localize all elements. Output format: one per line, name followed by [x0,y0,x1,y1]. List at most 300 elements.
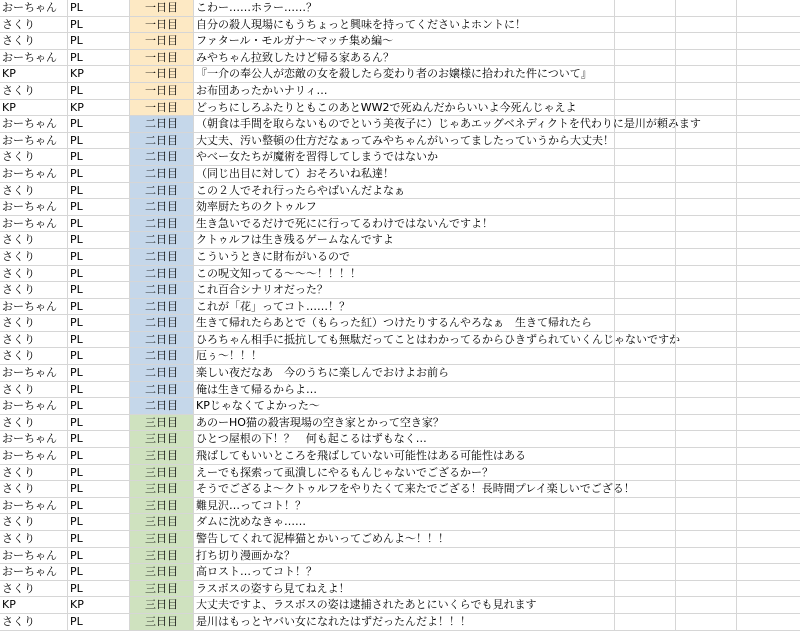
empty-cell[interactable] [737,166,800,182]
day-cell[interactable]: 一日目 [130,17,194,33]
empty-cell[interactable] [615,365,676,381]
role-cell[interactable]: PL [68,266,130,282]
quote-cell[interactable]: そうでござるよ～クトゥルフをやりたくて来たでござる！長時間プレイ楽しいでござる！ [196,482,635,496]
role-cell[interactable]: PL [68,216,130,232]
empty-cell[interactable] [737,514,800,530]
empty-cell[interactable] [615,614,676,630]
table-row [0,531,800,548]
empty-cell[interactable] [615,415,676,431]
empty-cell[interactable] [676,116,737,132]
role-cell[interactable]: PL [68,548,130,564]
table-row [0,332,800,349]
quote-cell[interactable]: ファタール・モルガナ～マッチ集め編～ [194,33,615,49]
empty-cell[interactable] [676,581,737,597]
role-cell[interactable]: PL [68,431,130,447]
empty-cell[interactable] [676,348,737,364]
table-row [0,597,800,614]
day-cell[interactable]: 三日目 [130,581,194,597]
empty-cell[interactable] [615,17,676,33]
table-row [0,448,800,465]
empty-cell[interactable] [676,266,737,282]
role-cell[interactable]: PL [68,116,130,132]
day-cell[interactable]: 二日目 [130,116,194,132]
role-cell[interactable]: PL [68,50,130,66]
speaker-cell[interactable]: さくり [0,531,68,547]
quote-cell[interactable]: 大丈夫、汚い整頓の仕方だなぁってみやちゃんがいってましたっていうから大丈夫！ [196,133,614,147]
role-cell[interactable]: PL [68,564,130,580]
empty-cell[interactable] [615,183,676,199]
role-cell[interactable]: PL [68,299,130,315]
empty-cell[interactable] [615,199,676,215]
table-row [0,149,800,166]
role-cell[interactable]: PL [68,183,130,199]
table-row [0,232,800,249]
empty-cell[interactable] [676,183,737,199]
day-cell[interactable]: 二日目 [130,282,194,298]
speaker-cell[interactable]: おーちゃん [0,50,68,66]
speaker-cell[interactable]: おーちゃん [0,299,68,315]
day-cell[interactable]: 一日目 [130,100,194,116]
empty-cell[interactable] [615,149,676,165]
speaker-cell[interactable]: おーちゃん [0,199,68,215]
quote-cell[interactable]: どっちにしろふたりともこのあとWW2で死ぬんだからいいよ今死んじゃえよ [194,100,615,116]
day-cell[interactable]: 二日目 [130,398,194,414]
quote-cell[interactable]: こわー……ホラー……？ [194,0,615,16]
role-cell[interactable]: PL [68,232,130,248]
day-cell[interactable]: 一日目 [130,0,194,16]
empty-cell[interactable] [676,431,737,447]
day-cell[interactable]: 一日目 [130,66,194,82]
empty-cell[interactable] [737,614,800,630]
empty-cell[interactable] [615,481,676,497]
empty-cell[interactable] [615,465,676,481]
empty-cell[interactable] [676,232,737,248]
quote-cell[interactable]: ひとつ屋根の下！？ 何も起こるはずもなく… [194,431,615,447]
table-row [0,133,800,150]
empty-cell[interactable] [676,514,737,530]
quote-cell[interactable]: えーでも探索って虱潰しにやるもんじゃないでござるかー？ [194,465,615,481]
empty-cell[interactable] [737,282,800,298]
table-row [0,365,800,382]
empty-cell[interactable] [676,149,737,165]
quote-cell[interactable]: 生きて帰れたらあとで（もらった紅）つけたりするんやろなぁ 生きて帰れたら [194,315,615,331]
speaker-cell[interactable]: さくり [0,348,68,364]
role-cell[interactable]: PL [68,282,130,298]
table-row [0,282,800,299]
empty-cell[interactable] [737,133,800,149]
speaker-cell[interactable]: さくり [0,382,68,398]
quote-cell[interactable]: こういうときに財布がいるので [194,249,615,265]
empty-cell[interactable] [615,116,676,132]
empty-cell[interactable] [615,398,676,414]
day-cell[interactable]: 二日目 [130,166,194,182]
empty-cell[interactable] [676,415,737,431]
quote-cell[interactable]: 生き急いでるだけで死にに行ってるわけではないんですよ！ [194,216,615,232]
empty-cell[interactable] [737,149,800,165]
quote-cell[interactable]: みやちゃん拉致したけど帰る家あるん？ [194,50,615,66]
day-cell[interactable]: 三日目 [130,498,194,514]
role-cell[interactable]: PL [68,33,130,49]
day-cell[interactable]: 二日目 [130,183,194,199]
day-cell[interactable]: 三日目 [130,564,194,580]
empty-cell[interactable] [676,498,737,514]
table-row [0,382,800,399]
speaker-cell[interactable]: おーちゃん [0,448,68,464]
speaker-cell[interactable]: おーちゃん [0,216,68,232]
empty-cell[interactable] [676,166,737,182]
empty-cell[interactable] [676,448,737,464]
empty-cell[interactable] [737,564,800,580]
speaker-cell[interactable]: さくり [0,266,68,282]
empty-cell[interactable] [615,266,676,282]
empty-cell[interactable] [676,382,737,398]
day-cell[interactable]: 二日目 [130,149,194,165]
empty-cell[interactable] [615,100,676,116]
empty-cell[interactable] [737,17,800,33]
table-row [0,299,800,316]
empty-cell[interactable] [737,448,800,464]
empty-cell[interactable] [615,548,676,564]
empty-cell[interactable] [676,83,737,99]
empty-cell[interactable] [737,481,800,497]
quote-cell[interactable]: 俺は生きて帰るからよ… [194,382,615,398]
speaker-cell[interactable]: さくり [0,232,68,248]
empty-cell[interactable] [676,531,737,547]
empty-cell[interactable] [737,465,800,481]
table-row [0,166,800,183]
quote-cell[interactable]: 大丈夫ですよ、ラスボスの姿は逮捕されたあとにいくらでも見れます [194,597,615,613]
empty-cell[interactable] [676,66,737,82]
empty-cell[interactable] [737,266,800,282]
quote-cell[interactable]: ダムに沈めなきゃ…… [194,514,615,530]
empty-cell[interactable] [615,249,676,265]
role-cell[interactable]: PL [68,498,130,514]
table-row [0,183,800,200]
empty-cell[interactable] [615,33,676,49]
day-cell[interactable]: 三日目 [130,514,194,530]
role-cell[interactable]: KP [68,100,130,116]
quote-cell[interactable]: 厄ぅ～！！！ [194,348,615,364]
speaker-cell[interactable]: さくり [0,315,68,331]
day-cell[interactable]: 三日目 [130,481,194,497]
empty-cell[interactable] [615,514,676,530]
empty-cell[interactable] [615,50,676,66]
speaker-cell[interactable]: おーちゃん [0,498,68,514]
empty-cell[interactable] [737,299,800,315]
empty-cell[interactable] [676,481,737,497]
role-cell[interactable]: PL [68,17,130,33]
quote-cell[interactable]: 効率厨たちのクトゥルフ [194,199,615,215]
empty-cell[interactable] [737,100,800,116]
empty-cell[interactable] [615,448,676,464]
day-cell[interactable]: 二日目 [130,299,194,315]
empty-cell[interactable] [615,382,676,398]
empty-cell[interactable] [676,33,737,49]
table-row [0,17,800,34]
empty-cell[interactable] [676,614,737,630]
speaker-cell[interactable]: おーちゃん [0,133,68,149]
empty-cell[interactable] [737,398,800,414]
speaker-cell[interactable]: おーちゃん [0,116,68,132]
quote-cell[interactable]: 飛ばしてもいいところを飛ばしていない可能性はある可能性はある [194,448,615,464]
empty-cell[interactable] [615,166,676,182]
empty-cell[interactable] [737,199,800,215]
day-cell[interactable]: 二日目 [130,365,194,381]
empty-cell[interactable] [615,315,676,331]
empty-cell[interactable] [737,431,800,447]
day-cell[interactable]: 二日目 [130,266,194,282]
quote-cell[interactable]: 是川はもっとヤバい女になれたはずだったんだよ！！！ [194,614,615,630]
table-row [0,465,800,482]
role-cell[interactable]: PL [68,365,130,381]
role-cell[interactable]: PL [68,382,130,398]
speaker-cell[interactable]: さくり [0,282,68,298]
day-cell[interactable]: 三日目 [130,415,194,431]
table-row [0,50,800,67]
speaker-cell[interactable]: KP [0,66,68,82]
table-row [0,415,800,432]
quote-cell[interactable]: この２人でそれ行ったらやばいんだよなぁ [194,183,615,199]
empty-cell[interactable] [615,498,676,514]
day-cell[interactable]: 二日目 [130,382,194,398]
empty-cell[interactable] [737,365,800,381]
table-row [0,116,800,133]
day-cell[interactable]: 一日目 [130,33,194,49]
empty-cell[interactable] [737,232,800,248]
speaker-cell[interactable]: おーちゃん [0,564,68,580]
quote-cell[interactable]: 楽しい夜だなあ 今のうちに楽しんでおけよお前ら [194,365,615,381]
day-cell[interactable]: 二日目 [130,133,194,149]
role-cell[interactable]: PL [68,0,130,16]
empty-cell[interactable] [615,581,676,597]
quote-cell[interactable]: お布団あったかいナリィ… [194,83,615,99]
table-row [0,431,800,448]
quote-cell[interactable]: 警告してくれて泥棒猫とかいってごめんよ～！！！ [194,531,615,547]
day-cell[interactable]: 二日目 [130,332,194,348]
role-cell[interactable]: PL [68,614,130,630]
day-cell[interactable]: 一日目 [130,50,194,66]
speaker-cell[interactable]: さくり [0,83,68,99]
speaker-cell[interactable]: おーちゃん [0,365,68,381]
table-row [0,614,800,631]
empty-cell[interactable] [676,282,737,298]
empty-cell[interactable] [676,17,737,33]
empty-cell[interactable] [737,348,800,364]
empty-cell[interactable] [615,0,676,16]
speaker-cell[interactable]: おーちゃん [0,398,68,414]
speaker-cell[interactable]: さくり [0,481,68,497]
empty-cell[interactable] [676,597,737,613]
empty-cell[interactable] [676,100,737,116]
role-cell[interactable]: KP [68,66,130,82]
empty-cell[interactable] [737,116,800,132]
table-row [0,348,800,365]
table-row [0,481,800,498]
quote-cell[interactable]: クトゥルフは生き残るゲームなんですよ [194,232,615,248]
empty-cell[interactable] [676,548,737,564]
empty-cell[interactable] [615,232,676,248]
table-row [0,83,800,100]
empty-cell[interactable] [737,33,800,49]
role-cell[interactable]: PL [68,514,130,530]
speaker-cell[interactable]: さくり [0,183,68,199]
role-cell[interactable]: PL [68,448,130,464]
table-row [0,581,800,598]
empty-cell[interactable] [737,249,800,265]
role-cell[interactable]: PL [68,315,130,331]
role-cell[interactable]: PL [68,249,130,265]
empty-cell[interactable] [676,332,737,348]
table-row [0,514,800,531]
role-cell[interactable]: PL [68,581,130,597]
speaker-cell[interactable]: さくり [0,249,68,265]
empty-cell[interactable] [737,415,800,431]
empty-cell[interactable] [737,548,800,564]
quote-cell[interactable]: あのーHO猫の殺害現場の空き家とかって空き家？ [194,415,615,431]
quote-cell[interactable]: （朝食は手間を取らないものでという美夜子に）じゃあエッグベネディクトを代わりに是川が頼みます [196,117,701,131]
role-cell[interactable]: PL [68,199,130,215]
quote-cell[interactable]: 『一介の奉公人が恋敵の女を殺したら変わり者のお嬢様に拾われた件について』 [194,66,615,82]
empty-cell[interactable] [737,332,800,348]
empty-cell[interactable] [737,382,800,398]
empty-cell[interactable] [676,50,737,66]
empty-cell[interactable] [737,50,800,66]
empty-cell[interactable] [615,66,676,82]
quote-cell[interactable]: 高ロスト…ってコト！？ [194,564,615,580]
table-row [0,216,800,233]
speaker-cell[interactable]: おーちゃん [0,548,68,564]
empty-cell[interactable] [737,498,800,514]
day-cell[interactable]: 三日目 [130,448,194,464]
table-row [0,66,800,83]
speaker-cell[interactable]: KP [0,100,68,116]
empty-cell[interactable] [737,597,800,613]
day-cell[interactable]: 二日目 [130,249,194,265]
table-row [0,498,800,515]
day-cell[interactable]: 三日目 [130,614,194,630]
empty-cell[interactable] [737,83,800,99]
role-cell[interactable]: PL [68,531,130,547]
quote-cell[interactable]: ラスボスの姿すら見てねえよ！ [194,581,615,597]
empty-cell[interactable] [615,216,676,232]
empty-cell[interactable] [615,332,676,348]
empty-cell[interactable] [676,398,737,414]
day-cell[interactable]: 二日目 [130,199,194,215]
speaker-cell[interactable]: さくり [0,149,68,165]
role-cell[interactable]: PL [68,166,130,182]
speaker-cell[interactable]: さくり [0,415,68,431]
speaker-cell[interactable]: KP [0,597,68,613]
quote-cell[interactable]: この呪文知ってる～～～！！！！ [194,266,615,282]
quote-cell[interactable]: （同じ出目に対して）おそろいね私達！ [194,166,615,182]
empty-cell[interactable] [737,0,800,16]
speaker-cell[interactable]: さくり [0,514,68,530]
day-cell[interactable]: 三日目 [130,465,194,481]
empty-cell[interactable] [615,531,676,547]
day-cell[interactable]: 一日目 [130,83,194,99]
table-row [0,548,800,565]
empty-cell[interactable] [615,597,676,613]
empty-cell[interactable] [676,564,737,580]
empty-cell[interactable] [737,581,800,597]
role-cell[interactable]: KP [68,597,130,613]
role-cell[interactable]: PL [68,398,130,414]
role-cell[interactable]: PL [68,149,130,165]
quote-cell[interactable]: これが「花」ってコト……！？ [194,299,615,315]
speaker-cell[interactable]: おーちゃん [0,431,68,447]
quote-cell[interactable]: 打ち切り漫画かな？ [194,548,615,564]
empty-cell[interactable] [737,66,800,82]
empty-cell[interactable] [615,282,676,298]
day-cell[interactable]: 三日目 [130,531,194,547]
empty-cell[interactable] [676,0,737,16]
speaker-cell[interactable]: さくり [0,465,68,481]
day-cell[interactable]: 二日目 [130,232,194,248]
speaker-cell[interactable]: さくり [0,614,68,630]
empty-cell[interactable] [676,315,737,331]
empty-cell[interactable] [676,365,737,381]
role-cell[interactable]: PL [68,481,130,497]
quote-cell[interactable]: 難見沢…ってコト！？ [194,498,615,514]
quote-cell[interactable]: KPじゃなくてよかった～ [194,398,615,414]
day-cell[interactable]: 三日目 [130,548,194,564]
quote-cell[interactable]: やべー女たちが魔術を習得してしまうではないか [194,149,615,165]
day-cell[interactable]: 二日目 [130,348,194,364]
speaker-cell[interactable]: さくり [0,33,68,49]
empty-cell[interactable] [676,249,737,265]
day-cell[interactable]: 二日目 [130,315,194,331]
empty-cell[interactable] [676,465,737,481]
empty-cell[interactable] [676,299,737,315]
quote-cell[interactable]: ひろちゃん相手に抵抗しても無駄だってことはわかってるからひきずられていくんじゃないですか [196,332,680,346]
empty-cell[interactable] [615,564,676,580]
table-row [0,0,800,17]
speaker-cell[interactable]: さくり [0,581,68,597]
empty-cell[interactable] [615,83,676,99]
role-cell[interactable]: PL [68,83,130,99]
empty-cell[interactable] [737,531,800,547]
empty-cell[interactable] [676,199,737,215]
empty-cell[interactable] [615,431,676,447]
empty-cell[interactable] [737,216,800,232]
empty-cell[interactable] [615,348,676,364]
empty-cell[interactable] [676,216,737,232]
table-row [0,199,800,216]
quote-cell[interactable]: 自分の殺人現場にもうちょっと興味を持ってくださいよホントに！ [194,17,615,33]
empty-cell[interactable] [615,299,676,315]
role-cell[interactable]: PL [68,415,130,431]
speaker-cell[interactable]: おーちゃん [0,0,68,16]
role-cell[interactable]: PL [68,133,130,149]
speaker-cell[interactable]: おーちゃん [0,166,68,182]
day-cell[interactable]: 二日目 [130,216,194,232]
empty-cell[interactable] [615,133,676,149]
speaker-cell[interactable]: さくり [0,17,68,33]
empty-cell[interactable] [737,315,800,331]
role-cell[interactable]: PL [68,332,130,348]
day-cell[interactable]: 三日目 [130,597,194,613]
empty-cell[interactable] [676,133,737,149]
table-row [0,100,800,117]
speaker-cell[interactable]: さくり [0,332,68,348]
day-cell[interactable]: 三日目 [130,431,194,447]
role-cell[interactable]: PL [68,348,130,364]
table-row [0,266,800,283]
empty-cell[interactable] [737,183,800,199]
table-row [0,249,800,266]
quote-cell[interactable]: これ百合シナリオだった？ [194,282,615,298]
role-cell[interactable]: PL [68,465,130,481]
